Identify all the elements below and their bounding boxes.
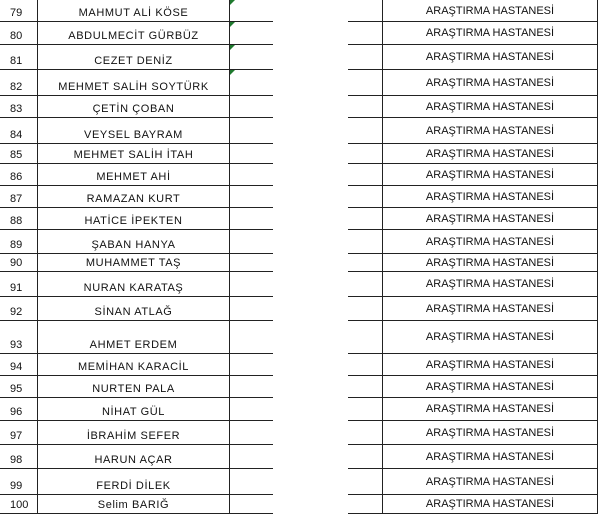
name-cell[interactable]: CEZET DENİZ [38, 45, 230, 70]
empty-cell[interactable] [348, 0, 382, 22]
name-cell[interactable]: MAHMUT ALİ KÖSE [38, 0, 230, 22]
row-number-cell[interactable]: 82 [0, 70, 38, 96]
table-row [0, 469, 604, 495]
name-cell[interactable]: NURTEN PALA [38, 376, 230, 398]
table-row [0, 321, 604, 354]
name-cell[interactable]: HATİCE İPEKTEN [38, 208, 230, 230]
table-row [0, 230, 604, 254]
hospital-cell[interactable]: ARAŞTIRMA HASTANESİ [382, 495, 598, 514]
table-row [0, 495, 604, 514]
empty-cell[interactable] [348, 272, 382, 297]
cell-comment-indicator-icon [230, 22, 235, 27]
hospital-cell[interactable]: ARAŞTIRMA HASTANESİ [382, 70, 598, 96]
row-number-cell[interactable]: 93 [0, 321, 38, 354]
row-number-cell[interactable]: 90 [0, 254, 38, 272]
table-row [0, 0, 604, 22]
empty-cell[interactable] [230, 354, 273, 376]
table-row [0, 70, 604, 96]
hospital-cell[interactable]: ARAŞTIRMA HASTANESİ [382, 96, 598, 118]
row-number-cell[interactable]: 83 [0, 96, 38, 118]
empty-cell[interactable] [230, 70, 273, 96]
empty-cell[interactable] [348, 354, 382, 376]
hospital-cell[interactable]: ARAŞTIRMA HASTANESİ [382, 208, 598, 230]
empty-cell[interactable] [230, 45, 273, 70]
table-row [0, 354, 604, 376]
table-row [0, 164, 604, 186]
row-number-cell[interactable]: 91 [0, 272, 38, 297]
empty-cell[interactable] [230, 164, 273, 186]
empty-cell[interactable] [230, 254, 273, 272]
name-cell[interactable]: Selim BARIĞ [38, 495, 230, 514]
table-row [0, 297, 604, 321]
empty-cell[interactable] [230, 376, 273, 398]
empty-cell[interactable] [348, 45, 382, 70]
name-cell[interactable]: İBRAHİM SEFER [38, 421, 230, 445]
empty-cell[interactable] [348, 118, 382, 144]
empty-cell[interactable] [348, 469, 382, 495]
cell-comment-indicator-icon [230, 45, 235, 50]
hospital-cell[interactable]: ARAŞTIRMA HASTANESİ [382, 230, 598, 254]
empty-cell[interactable] [230, 186, 273, 208]
empty-cell[interactable] [348, 445, 382, 469]
empty-cell[interactable] [348, 230, 382, 254]
empty-cell[interactable] [348, 321, 382, 354]
row-number-cell[interactable]: 92 [0, 297, 38, 321]
empty-cell[interactable] [348, 164, 382, 186]
empty-cell[interactable] [230, 272, 273, 297]
table-row [0, 254, 604, 272]
row-number-cell[interactable]: 79 [0, 0, 38, 22]
empty-cell[interactable] [230, 0, 273, 22]
empty-cell[interactable] [230, 469, 273, 495]
row-number-cell[interactable]: 100 [0, 495, 38, 514]
table-row [0, 398, 604, 421]
name-cell[interactable]: NURAN KARATAŞ [38, 272, 230, 297]
row-number-cell[interactable]: 95 [0, 376, 38, 398]
empty-cell[interactable] [230, 398, 273, 421]
name-cell[interactable]: MEMİHAN KARACİL [38, 354, 230, 376]
row-number-cell[interactable]: 80 [0, 22, 38, 45]
name-cell[interactable]: AHMET ERDEM [38, 321, 230, 354]
empty-cell[interactable] [348, 208, 382, 230]
empty-cell[interactable] [348, 495, 382, 514]
name-cell[interactable]: ŞABAN HANYA [38, 230, 230, 254]
hospital-cell[interactable]: ARAŞTIRMA HASTANESİ [382, 421, 598, 445]
row-number-cell[interactable]: 88 [0, 208, 38, 230]
empty-cell[interactable] [230, 144, 273, 164]
empty-cell[interactable] [348, 421, 382, 445]
row-number-cell[interactable]: 84 [0, 118, 38, 144]
hospital-cell[interactable]: ARAŞTIRMA HASTANESİ [382, 445, 598, 469]
row-number-cell[interactable]: 85 [0, 144, 38, 164]
empty-cell[interactable] [230, 22, 273, 45]
name-cell[interactable]: MEHMET AHİ [38, 164, 230, 186]
empty-cell[interactable] [230, 118, 273, 144]
table-row [0, 96, 604, 118]
hospital-cell[interactable]: ARAŞTIRMA HASTANESİ [382, 45, 598, 70]
hospital-cell[interactable]: ARAŞTIRMA HASTANESİ [382, 0, 598, 22]
row-number-cell[interactable]: 87 [0, 186, 38, 208]
hospital-cell[interactable]: ARAŞTIRMA HASTANESİ [382, 254, 598, 272]
hospital-cell[interactable]: ARAŞTIRMA HASTANESİ [382, 186, 598, 208]
empty-cell[interactable] [230, 230, 273, 254]
table-row [0, 421, 604, 445]
hospital-cell[interactable]: ARAŞTIRMA HASTANESİ [382, 398, 598, 421]
name-cell[interactable]: MEHMET SALİH SOYTÜRK [38, 70, 230, 96]
table-row [0, 144, 604, 164]
cell-comment-indicator-icon [230, 70, 235, 75]
name-cell[interactable]: SİNAN ATLAĞ [38, 297, 230, 321]
name-cell[interactable]: FERDİ DİLEK [38, 469, 230, 495]
row-number-cell[interactable]: 94 [0, 354, 38, 376]
cell-comment-indicator-icon [230, 0, 235, 5]
empty-cell[interactable] [348, 398, 382, 421]
table-row [0, 445, 604, 469]
empty-cell[interactable] [230, 495, 273, 514]
empty-cell[interactable] [348, 186, 382, 208]
table-row [0, 186, 604, 208]
hospital-cell[interactable]: ARAŞTIRMA HASTANESİ [382, 22, 598, 45]
name-cell[interactable]: MUHAMMET TAŞ [38, 254, 230, 272]
row-number-cell[interactable]: 81 [0, 45, 38, 70]
empty-cell[interactable] [348, 144, 382, 164]
row-number-cell[interactable]: 96 [0, 398, 38, 421]
row-number-cell[interactable]: 97 [0, 421, 38, 445]
empty-cell[interactable] [348, 297, 382, 321]
empty-cell[interactable] [348, 96, 382, 118]
name-cell[interactable]: HARUN AÇAR [38, 445, 230, 469]
hospital-cell[interactable]: ARAŞTIRMA HASTANESİ [382, 144, 598, 164]
empty-cell[interactable] [348, 22, 382, 45]
empty-cell[interactable] [230, 445, 273, 469]
empty-cell[interactable] [230, 297, 273, 321]
empty-cell[interactable] [348, 376, 382, 398]
hospital-cell[interactable]: ARAŞTIRMA HASTANESİ [382, 354, 598, 376]
empty-cell[interactable] [348, 254, 382, 272]
name-cell[interactable]: MEHMET SALİH İTAH [38, 144, 230, 164]
name-cell[interactable]: ÇETİN ÇOBAN [38, 96, 230, 118]
empty-cell[interactable] [230, 421, 273, 445]
row-number-cell[interactable]: 86 [0, 164, 38, 186]
empty-cell[interactable] [230, 321, 273, 354]
row-number-cell[interactable]: 89 [0, 230, 38, 254]
hospital-cell[interactable]: ARAŞTIRMA HASTANESİ [382, 164, 598, 186]
name-cell[interactable]: NİHAT GÜL [38, 398, 230, 421]
table-row [0, 118, 604, 144]
name-cell[interactable]: ABDULMECİT GÜRBÜZ [38, 22, 230, 45]
table-row [0, 45, 604, 70]
empty-cell[interactable] [230, 208, 273, 230]
hospital-cell[interactable]: ARAŞTIRMA HASTANESİ [382, 469, 598, 495]
hospital-cell[interactable]: ARAŞTIRMA HASTANESİ [382, 376, 598, 398]
empty-cell[interactable] [348, 70, 382, 96]
name-cell[interactable]: VEYSEL BAYRAM [38, 118, 230, 144]
empty-cell[interactable] [230, 96, 273, 118]
name-cell[interactable]: RAMAZAN KURT [38, 186, 230, 208]
table-row [0, 272, 604, 297]
table-row [0, 376, 604, 398]
hospital-cell[interactable]: ARAŞTIRMA HASTANESİ [382, 118, 598, 144]
row-number-cell[interactable]: 99 [0, 469, 38, 495]
table-row [0, 22, 604, 45]
table-row [0, 208, 604, 230]
hospital-cell[interactable]: ARAŞTIRMA HASTANESİ [382, 297, 598, 321]
row-number-cell[interactable]: 98 [0, 445, 38, 469]
hospital-cell[interactable]: ARAŞTIRMA HASTANESİ [382, 321, 598, 354]
hospital-cell[interactable]: ARAŞTIRMA HASTANESİ [382, 272, 598, 297]
